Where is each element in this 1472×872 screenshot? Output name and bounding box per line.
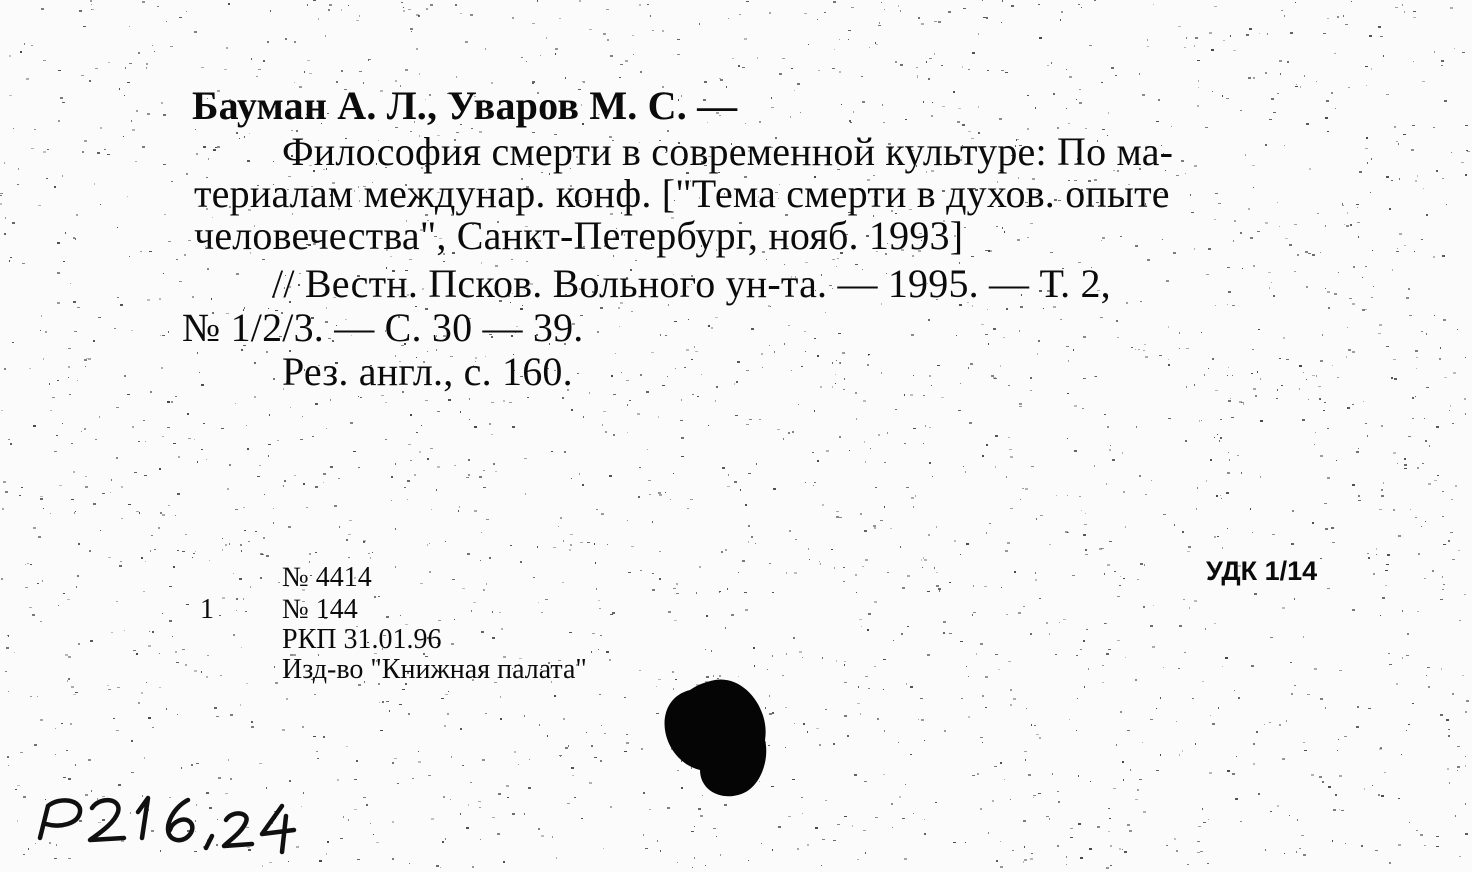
entry-source-line-2: № 1/2/3. — С. 30 — 39. [182, 305, 584, 350]
entry-authors: Бауман А. Л., Уваров М. С. — [192, 83, 738, 128]
rkp-date: РКП 31.01.96 [282, 624, 442, 655]
publisher: Изд-во "Книжная палата" [282, 654, 587, 685]
udk-code: УДК 1/14 [1206, 556, 1318, 586]
card-number: № 4414 [282, 562, 372, 593]
entry-title-line-2: териалам междунар. конф. ["Тема смерти в духов. опыте [194, 171, 1170, 216]
entry-summary: Рез. англ., с. 160. [282, 349, 573, 394]
copies-count: 1 [200, 594, 214, 625]
entry-title-line-1: Философия смерти в современной культуре: По ма- [282, 129, 1174, 174]
entry-title-line-3: человечества", Санкт-Петербург, нояб. 1993] [194, 213, 964, 258]
issue-number: № 144 [282, 594, 358, 625]
entry-source-line-1: // Вестн. Псков. Вольного ун-та. — 1995. — Т. 2, [272, 261, 1111, 306]
